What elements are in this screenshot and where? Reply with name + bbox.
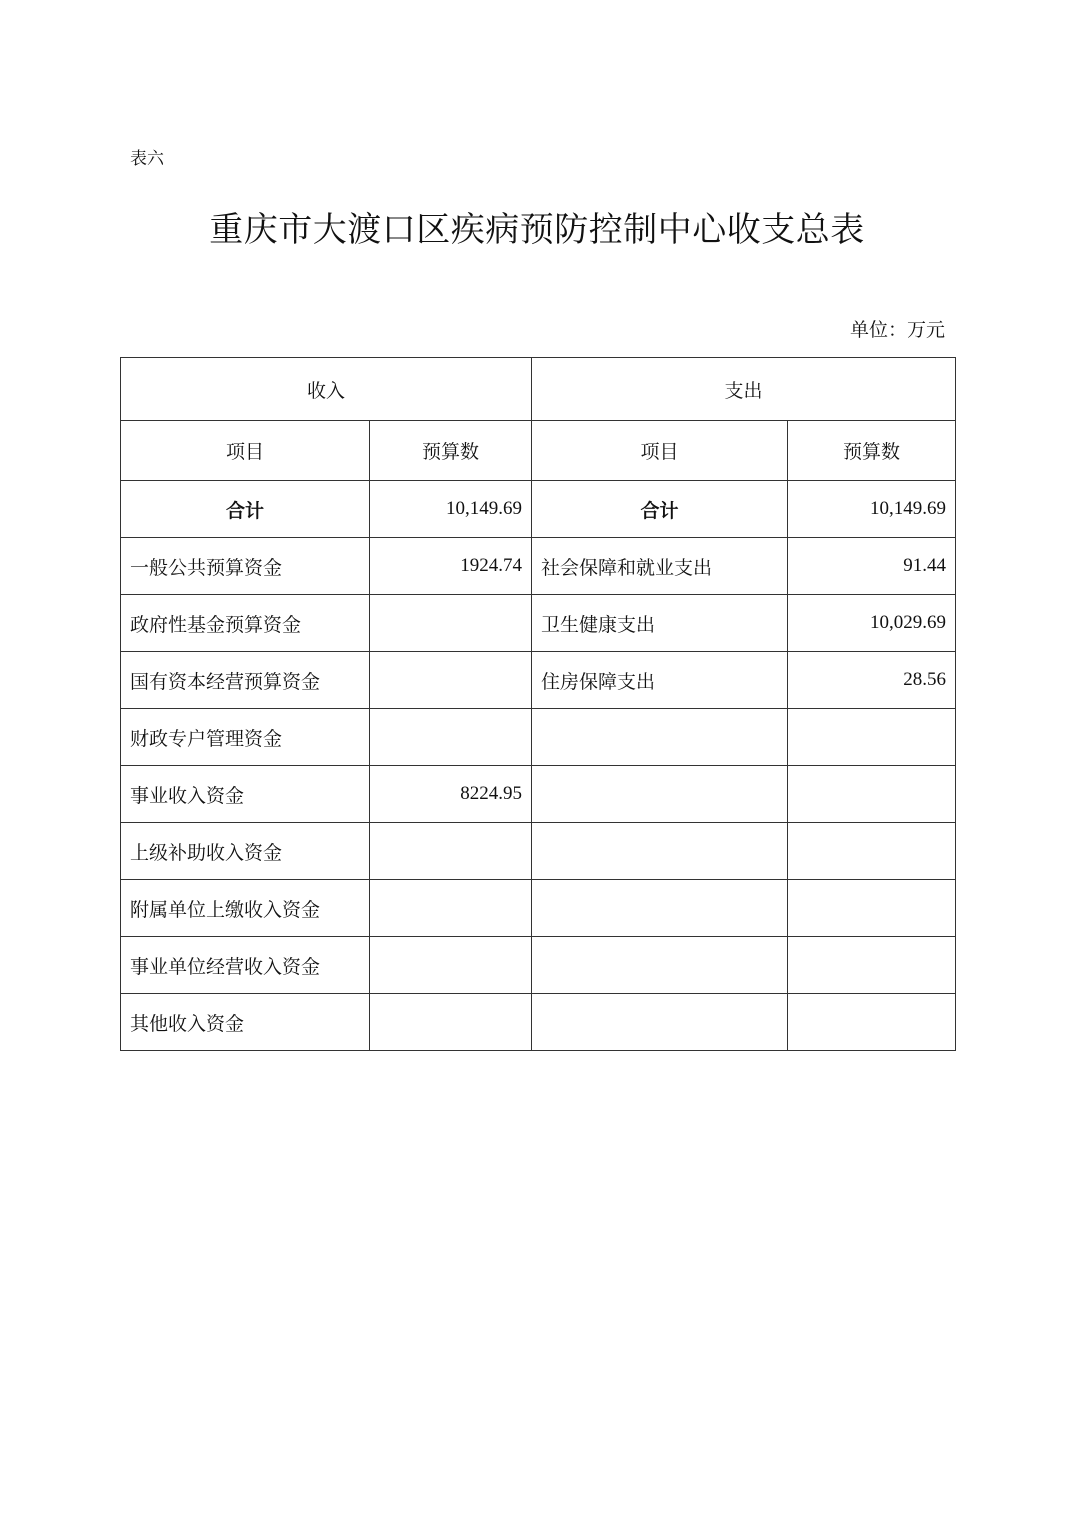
income-item: 上级补助收入资金: [121, 823, 370, 880]
expense-amount: [788, 880, 956, 937]
expense-item: [532, 823, 788, 880]
table-row: [121, 595, 956, 652]
expense-item: [532, 937, 788, 994]
expense-amount: 28.56: [788, 652, 956, 709]
table-row: [121, 709, 956, 766]
expense-item: 卫生健康支出: [532, 595, 788, 652]
expense-total-amount: 10,149.69: [788, 481, 956, 538]
column-header-row: [121, 421, 956, 481]
income-total-amount: 10,149.69: [370, 481, 532, 538]
table-label: 表六: [130, 149, 164, 169]
expense-item: 社会保障和就业支出: [532, 538, 788, 595]
income-item: 事业单位经营收入资金: [121, 937, 370, 994]
income-amount: 8224.95: [370, 766, 532, 823]
expense-item: [532, 766, 788, 823]
expense-item: 住房保障支出: [532, 652, 788, 709]
table-row: [121, 823, 956, 880]
expense-amount: 91.44: [788, 538, 956, 595]
table-row: [121, 652, 956, 709]
expense-total-label: 合计: [532, 481, 788, 538]
table-row: [121, 880, 956, 937]
income-amount: [370, 709, 532, 766]
budget-summary-table: [120, 357, 956, 1051]
unit-label: 单位：万元: [849, 319, 945, 341]
income-amount-header: 预算数: [370, 421, 532, 481]
income-item-header: 项目: [121, 421, 370, 481]
expense-amount-header: 预算数: [788, 421, 956, 481]
expense-item: [532, 709, 788, 766]
table-row: [121, 994, 956, 1051]
group-header-row: [121, 358, 956, 421]
income-amount: [370, 823, 532, 880]
income-amount: [370, 652, 532, 709]
expense-item-header: 项目: [532, 421, 788, 481]
table-row: [121, 937, 956, 994]
income-item: 事业收入资金: [121, 766, 370, 823]
expense-item: [532, 994, 788, 1051]
expense-item: [532, 880, 788, 937]
income-amount: [370, 880, 532, 937]
page-title: 重庆市大渡口区疾病预防控制中心收支总表: [209, 210, 865, 250]
income-amount: [370, 937, 532, 994]
expense-amount: [788, 766, 956, 823]
income-item: 其他收入资金: [121, 994, 370, 1051]
table-row: [121, 766, 956, 823]
expense-amount: 10,029.69: [788, 595, 956, 652]
income-item: 国有资本经营预算资金: [121, 652, 370, 709]
income-amount: [370, 994, 532, 1051]
expense-amount: [788, 823, 956, 880]
expense-amount: [788, 709, 956, 766]
income-item: 附属单位上缴收入资金: [121, 880, 370, 937]
expense-amount: [788, 994, 956, 1051]
income-amount: [370, 595, 532, 652]
income-item: 财政专户管理资金: [121, 709, 370, 766]
income-item: 一般公共预算资金: [121, 538, 370, 595]
table-row: [121, 538, 956, 595]
expense-group-header: 支出: [532, 358, 956, 421]
expense-amount: [788, 937, 956, 994]
income-total-label: 合计: [121, 481, 370, 538]
total-row: [121, 481, 956, 538]
income-item: 政府性基金预算资金: [121, 595, 370, 652]
income-amount: 1924.74: [370, 538, 532, 595]
income-group-header: 收入: [121, 358, 532, 421]
